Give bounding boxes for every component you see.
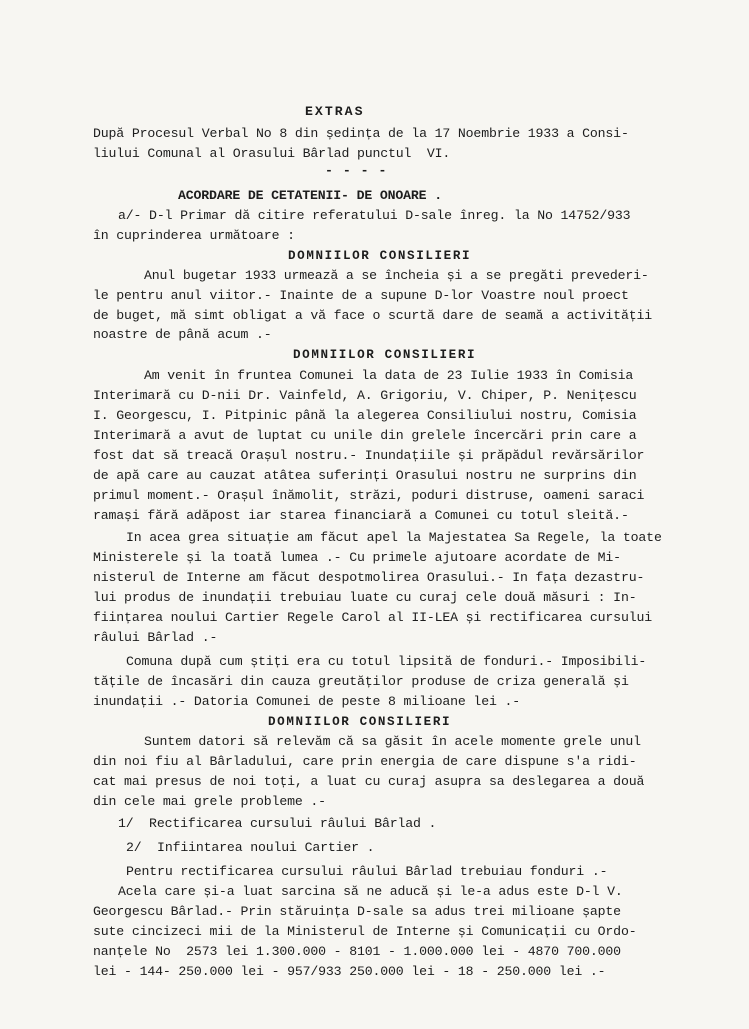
text-line: Am venit în fruntea Comunei la data de 23 Iulie 1933 în Comisia <box>144 368 634 383</box>
text-line: Ministerele și la toată lumea .- Cu primele ajutoare acordate de Mi- <box>93 550 621 565</box>
text-line: lui produs de inundații trebuiau luate cu curaj cele două măsuri : In- <box>93 590 637 605</box>
text-line: râului Bârlad .- <box>93 630 218 645</box>
text-line: fost dat să treacă Orașul nostru.- Inundațiile și prăpădul revărsărilor <box>93 448 645 463</box>
text-line: In acea grea situație am făcut apel la Majestatea Sa Regele, la toate <box>126 530 662 545</box>
text-line: ramași fără adăpost iar starea financiară a Comunei cu totul sleită.- <box>93 508 629 523</box>
text-line: din noi fiu al Bârladului, care prin energia de care dispune s'a ridi- <box>93 754 637 769</box>
text-line: primul moment.- Orașul înămolit, străzi, poduri distruse, oameni saraci <box>93 488 645 503</box>
text-line: Comuna după cum știți era cu totul lipsită de fonduri.- Imposibili- <box>126 654 647 669</box>
text-line: le pentru anul viitor.- Inainte de a supune D-lor Voastre noul proect <box>93 288 629 303</box>
intro-line-1: După Procesul Verbal No 8 din ședința de la 17 Noembrie 1933 a Consi- <box>93 126 629 141</box>
text-line: în cuprinderea următoare : <box>93 228 295 243</box>
text-line: nanțele No 2573 lei 1.300.000 - 8101 - 1.000.000 lei - 4870 700.000 <box>93 944 621 959</box>
separator: - - - - <box>325 163 388 178</box>
section-heading: DOMNIILOR CONSILIERI <box>293 348 477 362</box>
text-line: Anul bugetar 1933 urmează a se încheia și a se pregăti prevederi- <box>144 268 649 283</box>
text-line: Suntem datori să relevăm că sa găsit în acele momente grele unul <box>144 734 641 749</box>
text-line: Pentru rectificarea cursului râului Bârlad trebuiau fonduri .- <box>126 864 608 879</box>
list-item: 1/ Rectificarea cursului râului Bârlad . <box>118 816 437 831</box>
document-title: EXTRAS <box>305 104 365 119</box>
section-heading: DOMNIILOR CONSILIERI <box>288 249 472 263</box>
text-line: I. Georgescu, I. Pitpinic până la alegerea Consiliului nostru, Comisia <box>93 408 637 423</box>
text-line: Georgescu Bârlad.- Prin stăruința D-sale sa adus trei milioane șapte <box>93 904 621 919</box>
text-line: de buget, mă simt obligat a vă face o scurtă dare de seamă a activității <box>93 308 652 323</box>
section-heading: DOMNIILOR CONSILIERI <box>268 715 452 729</box>
intro-line-2: liului Comunal al Orasului Bârlad punctul VI. <box>93 146 451 161</box>
section-title: ACORDARE DE CETATENII- DE ONOARE . <box>178 188 442 203</box>
text-line: din cele mai grele probleme .- <box>93 794 326 809</box>
text-line: ființarea noului Cartier Regele Carol al II-LEA și rectificarea cursului <box>93 610 652 625</box>
text-line: sute cincizeci mii de la Ministerul de Interne și Comunicații cu Ordo- <box>93 924 637 939</box>
text-line: de apă care au cauzat atâtea suferinți Orasului nostru ne surprins din <box>93 468 637 483</box>
list-item: 2/ Infiintarea noului Cartier . <box>126 840 375 855</box>
text-line: nisterul de Interne am făcut despotmolirea Orasului.- In fața dezastru- <box>93 570 645 585</box>
text-line: Interimară cu D-nii Dr. Vainfeld, A. Grigoriu, V. Chiper, P. Nenițescu <box>93 388 637 403</box>
text-line: cat mai presus de noi toți, a luat cu curaj asupra sa deslegarea a două <box>93 774 645 789</box>
text-line: noastre de până acum .- <box>93 327 272 342</box>
text-line: lei - 144- 250.000 lei - 957/933 250.000 lei - 18 - 250.000 lei .- <box>93 964 606 979</box>
text-line: tățile de încasări din cauza greutăților produse de criza generală și <box>93 674 629 689</box>
text-line: a/- D-l Primar dă citire referatului D-sale înreg. la No 14752/933 <box>118 208 631 223</box>
text-line: inundații .- Datoria Comunei de peste 8 milioane lei .- <box>93 694 521 709</box>
text-line: Acela care și-a luat sarcina să ne aducă și le-a adus este D-l V. <box>118 884 623 899</box>
text-line: Interimară a avut de luptat cu unile din grelele încercări prin care a <box>93 428 637 443</box>
